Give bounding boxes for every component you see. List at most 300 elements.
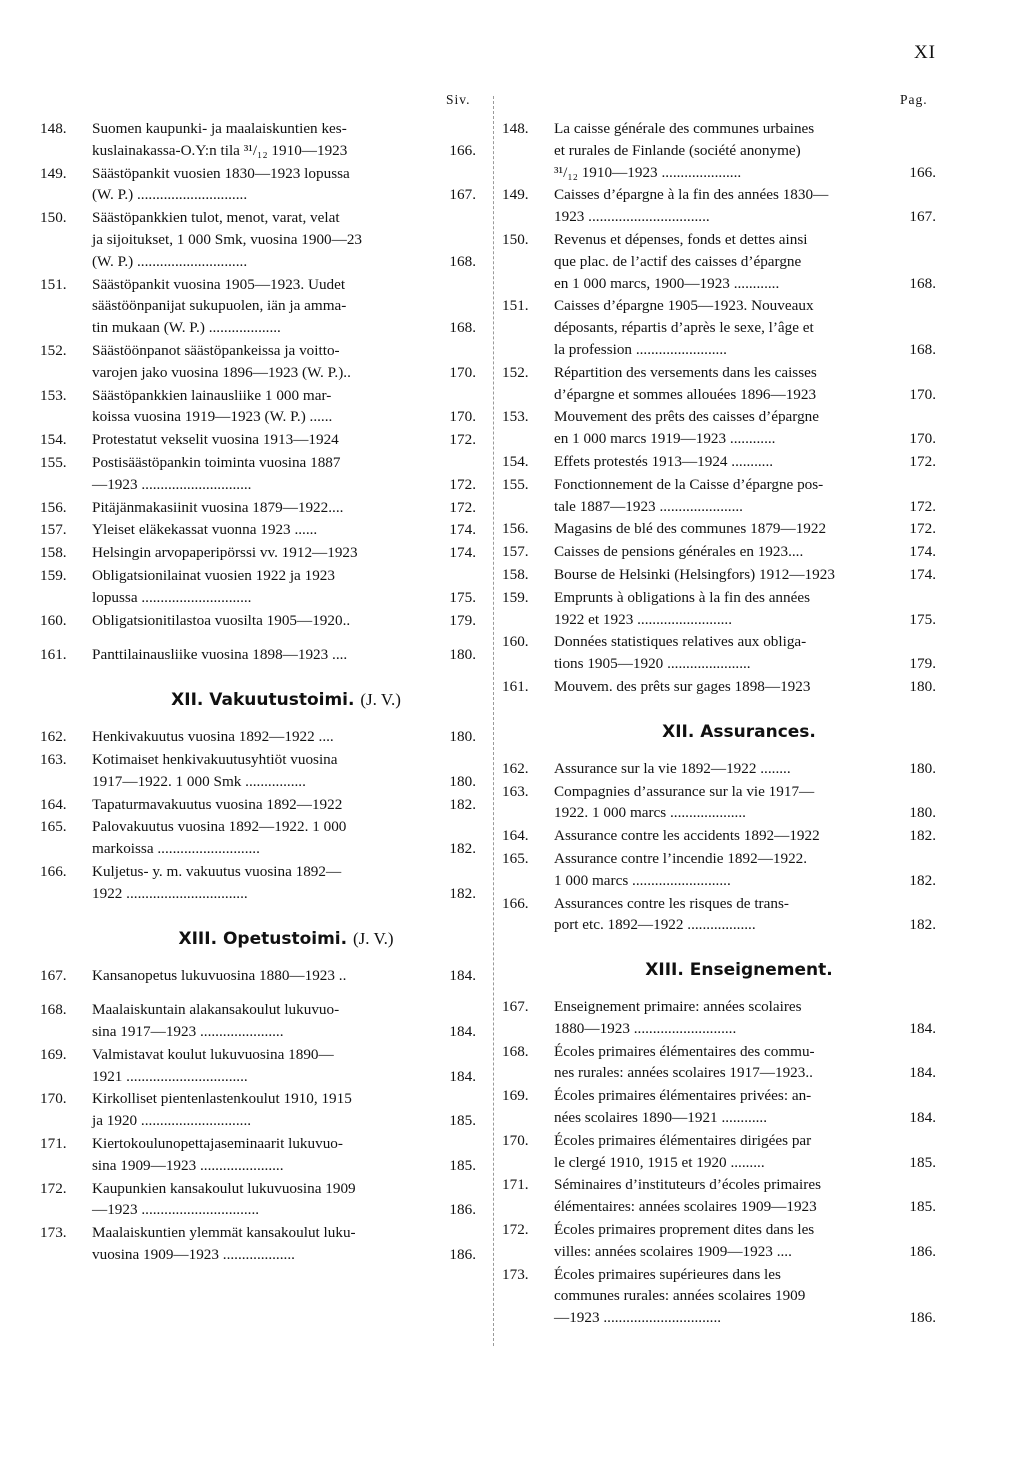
toc-entry <box>40 1222 476 1266</box>
french-section-xii-title <box>502 722 936 744</box>
toc-entry <box>40 274 476 339</box>
entry-number: 168. <box>40 1001 67 1019</box>
entry-text <box>92 163 476 207</box>
entry-text <box>92 726 476 748</box>
entry-page: 185. <box>909 1198 936 1216</box>
entry-line: la profession ........................ <box>554 340 727 358</box>
entry-page: 168. <box>909 274 936 292</box>
entry-page: 186. <box>909 1309 936 1327</box>
entry-line: Répartition des versements dans les caisses <box>554 363 817 381</box>
entry-line: et rurales de Finlande (société anonyme) <box>554 141 801 159</box>
entry-line: —1923 ............................... <box>554 1309 722 1327</box>
entry-line: Revenus et dépenses, fonds et dettes ainsi <box>554 230 808 248</box>
entry-line: Emprunts à obligations à la fin des années <box>554 588 811 606</box>
entry-line: 1922 ................................ <box>92 884 248 902</box>
entry-text <box>554 184 936 228</box>
entry-line: —1923 ............................. <box>92 475 252 493</box>
entry-text <box>554 587 936 631</box>
toc-entry <box>502 893 936 937</box>
entry-page: 174. <box>449 521 476 539</box>
toc-entry <box>502 781 936 825</box>
entry-page: 184. <box>449 966 476 984</box>
entry-line: que plac. de l’actif des caisses d’épargne <box>554 252 802 270</box>
toc-entry <box>502 758 936 780</box>
entry-page: 174. <box>909 565 936 583</box>
entry-line: Kiertokoulunopettajaseminaarit lukuvuo- <box>92 1135 343 1153</box>
finnish-list-xii <box>40 726 476 904</box>
entry-line: élémentaires: années scolaires 1909—1923 <box>554 1198 817 1216</box>
toc-entry <box>40 519 476 541</box>
toc-entry <box>40 861 476 905</box>
entry-text <box>554 474 936 518</box>
entry-text <box>554 781 936 825</box>
entry-line: sina 1917—1923 ...................... <box>92 1023 284 1041</box>
entry-page: 185. <box>909 1153 936 1171</box>
entry-page: 185. <box>449 1156 476 1174</box>
french-list-xiii <box>502 996 936 1329</box>
entry-number: 150. <box>40 209 67 227</box>
entry-line: Séminaires d’instituteurs d’écoles primaires <box>554 1176 821 1194</box>
entry-line: varojen jako vuosina 1896—1923 (W. P.).. <box>92 363 351 381</box>
entry-page: 182. <box>449 884 476 902</box>
french-section-xiii-title <box>502 960 936 982</box>
entry-line: Valmistavat koulut lukuvuosina 1890— <box>92 1045 334 1063</box>
toc-entry <box>40 163 476 207</box>
toc-entry <box>40 118 476 162</box>
entry-number: 161. <box>40 646 67 664</box>
entry-number: 151. <box>502 297 529 315</box>
entry-line: lopussa ............................. <box>92 588 252 606</box>
toc-entry <box>40 794 476 816</box>
entry-text <box>554 295 936 360</box>
spacer <box>40 987 476 999</box>
entry-number: 171. <box>502 1176 529 1194</box>
entry-line: tin mukaan (W. P.) ................... <box>92 319 281 337</box>
entry-number: 151. <box>40 275 67 293</box>
column-divider <box>493 96 494 1346</box>
entry-text <box>92 1178 476 1222</box>
entry-number: 148. <box>502 120 529 137</box>
entry-page: 180. <box>449 646 476 664</box>
toc-entry <box>40 1088 476 1132</box>
entry-page: 184. <box>449 1023 476 1041</box>
entry-line: 1880—1923 ........................... <box>554 1019 737 1037</box>
entry-text <box>92 118 476 162</box>
entry-line: Écoles primaires élémentaires des commu- <box>554 1042 815 1060</box>
entry-line: le clergé 1910, 1915 et 1920 ......... <box>554 1153 765 1171</box>
entry-page: 167. <box>449 186 476 204</box>
entry-line: Bourse de Helsinki (Helsingfors) 1912—1923 <box>554 565 835 583</box>
entry-line: 1 000 marcs .......................... <box>554 871 731 889</box>
entry-line: Säästöpankkien lainausliike 1 000 mar- <box>92 386 332 404</box>
toc-entry <box>502 229 936 294</box>
entry-line: markoissa ........................... <box>92 840 260 858</box>
toc-entry <box>502 1041 936 1085</box>
entry-line: Säästöönpanot säästöpankeissa ja voitto- <box>92 341 340 359</box>
finnish-section-xiii-title <box>40 929 476 951</box>
entry-number: 155. <box>502 475 529 493</box>
french-column <box>502 118 936 1330</box>
entry-text <box>554 825 936 847</box>
entry-number: 152. <box>40 341 67 359</box>
entry-text <box>92 610 476 632</box>
entry-page: 180. <box>909 804 936 822</box>
entry-line: Obligatsionilainat vuosien 1922 ja 1923 <box>92 566 335 584</box>
entry-line: Écoles primaires supérieures dans les <box>554 1265 781 1283</box>
toc-entry <box>40 340 476 384</box>
entry-line: (W. P.) ............................. <box>92 252 248 270</box>
entry-text <box>92 452 476 496</box>
entry-text <box>554 1219 936 1263</box>
toc-entry <box>40 999 476 1043</box>
entry-text <box>92 1222 476 1266</box>
toc-entry <box>502 564 936 586</box>
entry-text <box>92 644 476 666</box>
entry-number: 155. <box>40 453 67 471</box>
entry-line: Säästöpankit vuosina 1905—1923. Uudet <box>92 275 346 293</box>
entry-page: 172. <box>449 431 476 449</box>
entry-page: 175. <box>449 588 476 606</box>
entry-text <box>92 749 476 793</box>
entry-page: 184. <box>909 1019 936 1037</box>
entry-line: Kirkolliset pientenlastenkoulut 1910, 1915 <box>92 1090 352 1108</box>
entry-text <box>92 565 476 609</box>
entry-number: 153. <box>502 408 529 426</box>
entry-text <box>92 542 476 564</box>
toc-entry <box>502 676 936 698</box>
entry-line: nées scolaires 1890—1921 ............ <box>554 1109 768 1127</box>
entry-text <box>554 631 936 675</box>
entry-line: Kuljetus- y. m. vakuutus vuosina 1892— <box>92 862 342 880</box>
entry-text <box>92 999 476 1043</box>
entry-line: Caisses d’épargne 1905—1923. Nouveaux <box>554 297 814 315</box>
entry-page: 172. <box>909 452 936 470</box>
toc-entry <box>40 542 476 564</box>
toc-entry <box>40 452 476 496</box>
section-title-text: XII. Vakuutustoimi. <box>171 690 355 711</box>
entry-line: Tapaturmavakuutus vuosina 1892—1922 <box>92 795 343 813</box>
entry-text <box>554 1041 936 1085</box>
finnish-list-xiii <box>40 965 476 1266</box>
entry-number: 149. <box>40 164 67 182</box>
finnish-list <box>40 118 476 666</box>
toc-entry <box>502 451 936 473</box>
toc-entry <box>40 207 476 272</box>
entry-text <box>554 229 936 294</box>
entry-line: Säästöpankkien tulot, menot, varat, velat <box>92 209 340 227</box>
entry-line: tale 1887—1923 ...................... <box>554 497 743 515</box>
entry-text <box>92 274 476 339</box>
toc-entry <box>502 518 936 540</box>
entry-line: säästöönpanijat sukupuolen, iän ja amma- <box>92 297 347 315</box>
entry-line: (W. P.) ............................. <box>92 186 248 204</box>
entry-line: Protestatut vekselit vuosina 1913—1924 <box>92 431 339 449</box>
entry-number: 159. <box>40 566 67 584</box>
spacer <box>40 632 476 644</box>
toc-entry <box>40 726 476 748</box>
entry-number: 172. <box>502 1221 529 1239</box>
entry-number: 170. <box>502 1131 529 1149</box>
entry-page: 186. <box>449 1201 476 1219</box>
entry-text <box>92 385 476 429</box>
entry-line: Caisses de pensions générales en 1923.... <box>554 543 804 561</box>
entry-text <box>92 861 476 905</box>
entry-number: 168. <box>502 1042 529 1060</box>
entry-page: 186. <box>909 1242 936 1260</box>
entry-number: 160. <box>502 633 529 651</box>
entry-line: Données statistiques relatives aux obliga- <box>554 633 807 651</box>
entry-number: 173. <box>502 1265 529 1283</box>
entry-number: 164. <box>40 795 67 813</box>
toc-entry <box>40 565 476 609</box>
entry-text <box>92 1133 476 1177</box>
section-title-text: XIII. Opetustoimi. <box>178 928 348 949</box>
entry-number: 169. <box>502 1087 529 1105</box>
entry-line: Obligatsionitilastoa vuosilta 1905—1920.. <box>92 611 351 629</box>
entry-line: sina 1909—1923 ...................... <box>92 1156 284 1174</box>
page-number: XI <box>913 42 936 63</box>
entry-page: 182. <box>449 795 476 813</box>
entry-line: Mouvem. des prêts sur gages 1898—1923 <box>554 677 811 695</box>
entry-text <box>92 794 476 816</box>
entry-line: Henkivakuutus vuosina 1892—1922 .... <box>92 728 334 746</box>
entry-number: 161. <box>502 677 529 695</box>
toc-entry <box>502 1085 936 1129</box>
entry-number: 167. <box>502 998 529 1016</box>
toc-entry <box>40 1133 476 1177</box>
entry-page: 180. <box>449 728 476 746</box>
entry-number: 157. <box>502 543 529 561</box>
entry-number: 170. <box>40 1090 67 1108</box>
french-list-xii <box>502 758 936 936</box>
entry-text <box>554 118 936 183</box>
entry-line: 1921 ................................ <box>92 1067 248 1085</box>
toc-entry <box>40 965 476 987</box>
entry-line: nes rurales: années scolaires 1917—1923.. <box>554 1064 813 1082</box>
entry-page: 185. <box>449 1112 476 1130</box>
entry-text <box>554 518 936 540</box>
entry-page: 174. <box>909 543 936 561</box>
entry-number: 149. <box>502 186 529 204</box>
finnish-page-heading: Siv. <box>446 92 471 107</box>
entry-line: en 1 000 marcs, 1900—1923 ............ <box>554 274 780 292</box>
entry-line: déposants, répartis d’après le sexe, l’âge et <box>554 319 814 337</box>
entry-line: La caisse générale des communes urbaines <box>554 120 815 137</box>
entry-text <box>554 1174 936 1218</box>
entry-line: Palovakuutus vuosina 1892—1922. 1 000 <box>92 818 347 836</box>
entry-page: 179. <box>449 611 476 629</box>
entry-line: koissa vuosina 1919—1923 (W. P.) ...... <box>92 408 333 426</box>
entry-line: Säästöpankit vuosien 1830—1923 lopussa <box>92 164 350 182</box>
entry-line: communes rurales: années scolaires 1909 <box>554 1287 806 1305</box>
entry-line: Assurance sur la vie 1892—1922 ........ <box>554 759 791 777</box>
entry-line: 1922. 1 000 marcs .................... <box>554 804 746 822</box>
entry-text <box>554 362 936 406</box>
entry-page: 166. <box>449 141 476 159</box>
toc-entry <box>40 749 476 793</box>
finnish-section-xii-title <box>40 690 476 712</box>
entry-line: Assurance contre l’incendie 1892—1922. <box>554 849 808 867</box>
entry-text <box>554 676 936 698</box>
entry-line: Effets protestés 1913—1924 ........... <box>554 452 774 470</box>
entry-line: villes: années scolaires 1909—1923 .... <box>554 1242 792 1260</box>
entry-number: 166. <box>502 894 529 912</box>
entry-text <box>92 1088 476 1132</box>
toc-entry <box>502 474 936 518</box>
entry-text <box>92 497 476 519</box>
entry-page: 180. <box>449 772 476 790</box>
entry-page: 168. <box>449 252 476 270</box>
toc-entry <box>40 816 476 860</box>
entry-line: Caisses d’épargne à la fin des années 1830— <box>554 186 829 204</box>
entry-page: 172. <box>909 520 936 538</box>
entry-line: Écoles primaires élémentaires privées: an- <box>554 1087 812 1105</box>
entry-text <box>92 340 476 384</box>
french-page-heading: Pag. <box>900 92 928 107</box>
entry-page: 168. <box>909 340 936 358</box>
entry-page: 184. <box>449 1067 476 1085</box>
entry-page: 167. <box>909 208 936 226</box>
entry-line: Maalaiskuntien ylemmät kansakoulut luku- <box>92 1224 356 1242</box>
french-list <box>502 118 936 698</box>
entry-line: Maalaiskuntain alakansakoulut lukuvuo- <box>92 1001 340 1019</box>
entry-line: Magasins de blé des communes 1879—1922 <box>554 520 827 538</box>
entry-text <box>92 816 476 860</box>
entry-line: Panttilainausliike vuosina 1898—1923 .... <box>92 646 348 664</box>
toc-entry <box>40 610 476 632</box>
entry-line: Écoles primaires élémentaires dirigées par <box>554 1131 812 1149</box>
entry-text <box>554 996 936 1040</box>
entry-line: Kotimaiset henkivakuutusyhtiöt vuosina <box>92 750 338 768</box>
entry-number: 167. <box>40 966 67 984</box>
entry-line: Kansanopetus lukuvuosina 1880—1923 .. <box>92 966 347 984</box>
toc-entry <box>502 295 936 360</box>
entry-number: 172. <box>40 1179 67 1197</box>
entry-page: 184. <box>909 1109 936 1127</box>
toc-entry <box>502 1130 936 1174</box>
entry-line: Postisäästöpankin toiminta vuosina 1887 <box>92 453 341 471</box>
entry-page: 170. <box>449 363 476 381</box>
entry-number: 153. <box>40 386 67 404</box>
entry-page: 182. <box>449 840 476 858</box>
entry-line: vuosina 1909—1923 ................... <box>92 1246 295 1264</box>
entry-number: 173. <box>40 1224 67 1242</box>
entry-page: 184. <box>909 1064 936 1082</box>
entry-number: 156. <box>502 520 529 538</box>
entry-number: 157. <box>40 521 67 539</box>
entry-text <box>554 541 936 563</box>
entry-line: port etc. 1892—1922 .................. <box>554 916 756 934</box>
entry-number: 150. <box>502 230 529 248</box>
entry-line: Écoles primaires proprement dites dans les <box>554 1221 815 1239</box>
entry-line: —1923 ............................... <box>92 1201 260 1219</box>
entry-page: 172. <box>449 498 476 516</box>
entry-text <box>554 406 936 450</box>
entry-page: 180. <box>909 759 936 777</box>
entry-text <box>554 564 936 586</box>
entry-page: 166. <box>909 163 936 181</box>
toc-entry <box>502 825 936 847</box>
entry-page: 179. <box>909 655 936 673</box>
entry-number: 160. <box>40 611 67 629</box>
entry-number: 158. <box>502 565 529 583</box>
entry-number: 162. <box>502 759 529 777</box>
entry-page: 172. <box>449 475 476 493</box>
entry-line: Suomen kaupunki- ja maalaiskuntien kes- <box>92 120 347 137</box>
entry-number: 165. <box>40 818 67 836</box>
entry-number: 158. <box>40 544 67 562</box>
toc-entry <box>502 1264 936 1329</box>
entry-number: 154. <box>40 431 67 449</box>
toc-entry <box>40 429 476 451</box>
entry-line: Compagnies d’assurance sur la vie 1917— <box>554 782 815 800</box>
entry-text <box>554 451 936 473</box>
entry-page: 170. <box>909 385 936 403</box>
entry-line: d’épargne et sommes allouées 1896—1923 <box>554 385 817 403</box>
toc-entry <box>502 631 936 675</box>
section-title-text: XII. Assurances. <box>662 721 816 742</box>
section-title-paren: (J. V.) <box>360 690 401 710</box>
section-title-paren: (J. V.) <box>353 928 394 948</box>
entry-number: 148. <box>40 120 67 137</box>
toc-entry <box>502 406 936 450</box>
entry-number: 169. <box>40 1045 67 1063</box>
entry-number: 171. <box>40 1135 67 1153</box>
entry-number: 159. <box>502 588 529 606</box>
section-title-text: XIII. Enseignement. <box>645 960 833 981</box>
entry-line: Helsingin arvopaperipörssi vv. 1912—1923 <box>92 544 358 562</box>
toc-entry <box>502 848 936 892</box>
entry-number: 163. <box>502 782 529 800</box>
entry-line: tions 1905—1920 ...................... <box>554 655 751 673</box>
toc-entry <box>40 385 476 429</box>
entry-text <box>554 1264 936 1329</box>
toc-entry <box>502 996 936 1040</box>
entry-page: 172. <box>909 497 936 515</box>
entry-page: 180. <box>909 677 936 695</box>
entry-line: Fonctionnement de la Caisse d’épargne pos- <box>554 475 824 493</box>
entry-line: en 1 000 marcs 1919—1923 ............ <box>554 430 776 448</box>
entry-line: ³¹/₁₂ 1910—1923 ..................... <box>554 163 742 181</box>
entry-number: 154. <box>502 452 529 470</box>
entry-line: 1923 ................................ <box>554 208 710 226</box>
entry-text <box>92 519 476 541</box>
entry-number: 165. <box>502 849 529 867</box>
entry-line: Yleiset eläkekassat vuonna 1923 ...... <box>92 521 318 539</box>
entry-text <box>92 429 476 451</box>
entry-number: 166. <box>40 862 67 880</box>
entry-page: 175. <box>909 610 936 628</box>
toc-entry <box>502 362 936 406</box>
toc-entry <box>40 1044 476 1088</box>
entry-page: 170. <box>449 408 476 426</box>
entry-line: Assurances contre les risques de trans- <box>554 894 789 912</box>
entry-number: 163. <box>40 750 67 768</box>
entry-line: ja sijoitukset, 1 000 Smk, vuosina 1900—23 <box>92 230 363 248</box>
toc-entry <box>502 541 936 563</box>
entry-line: Assurance contre les accidents 1892—1922 <box>554 827 820 845</box>
entry-text <box>92 1044 476 1088</box>
entry-page: 182. <box>909 871 936 889</box>
entry-page: 174. <box>449 544 476 562</box>
entry-line: kuslainakassa-O.Y:n tila ³¹/₁₂ 1910—1923 <box>92 141 348 159</box>
entry-line: Pitäjänmakasiinit vuosina 1879—1922.... <box>92 498 344 516</box>
entry-text <box>92 965 476 987</box>
entry-text <box>554 1085 936 1129</box>
entry-number: 164. <box>502 827 529 845</box>
entry-page: 186. <box>449 1246 476 1264</box>
entry-page: 168. <box>449 319 476 337</box>
